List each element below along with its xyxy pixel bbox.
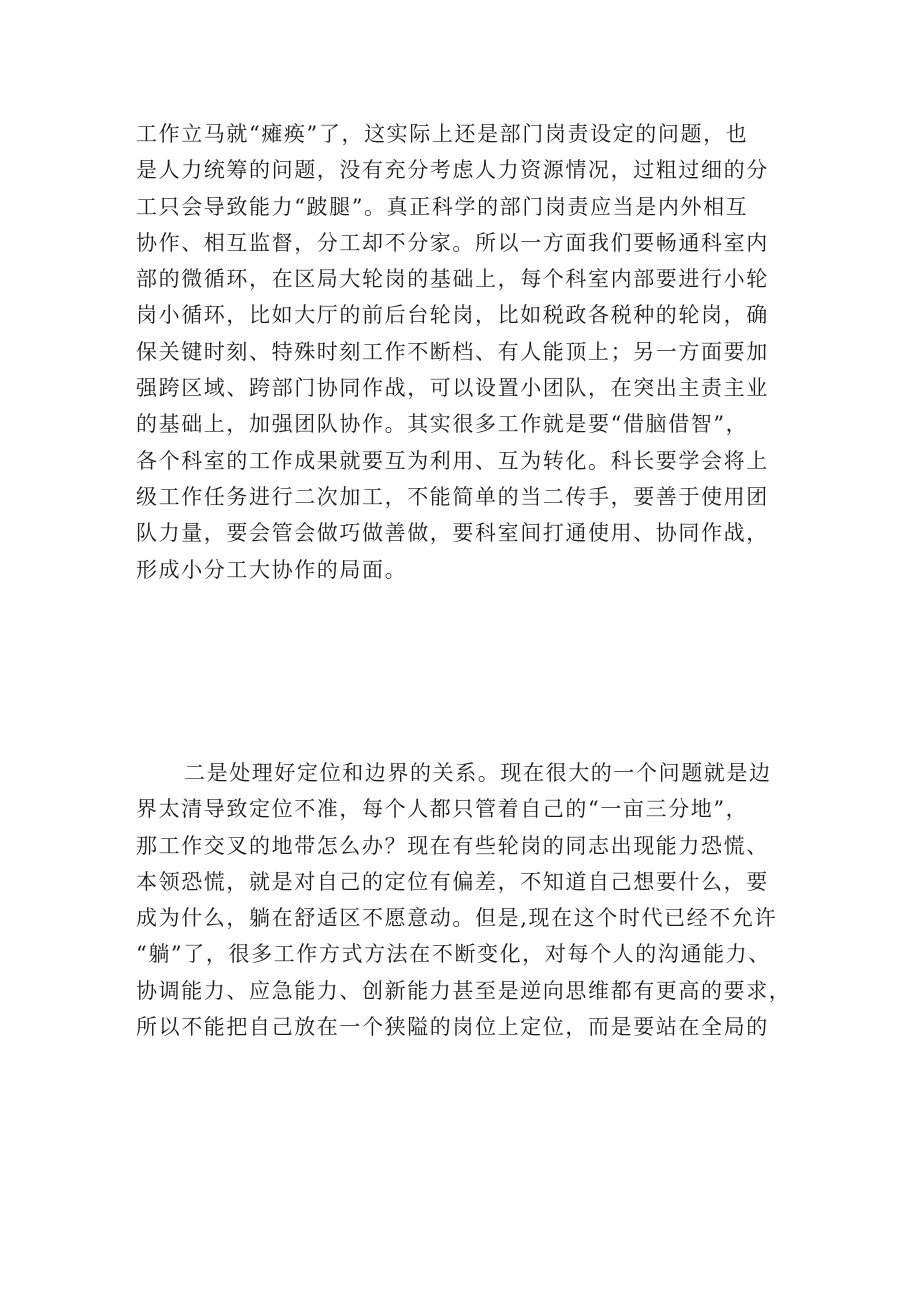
text-line: 的基础上，加强团队协作。其实很多工作就是要“借脑借智”，: [136, 412, 749, 437]
text-line: 岗小循环，比如大厅的前后台轮岗，比如税政各税种的轮岗，确: [136, 303, 769, 328]
text-line: 二是处理好定位和边界的关系。现在很大的一个问题就是边: [184, 761, 772, 785]
text-line: 那工作交叉的地带怎么办？现在有些轮岗的同志出现能力恐慌、: [136, 833, 769, 858]
text-line: 形成小分工大协作的局面。: [136, 557, 408, 582]
text-line: 成为什么，躺在舒适区不愿意动。但是,现在这个时代已经不允许: [136, 906, 778, 931]
text-line: 所以不能把自己放在一个狭隘的岗位上定位，而是要站在全局的: [136, 1015, 769, 1040]
text-line: 队力量，要会管会做巧做善做，要科室间打通使用、协同作战，: [136, 521, 769, 546]
text-line: 界太清导致定位不准，每个人都只管着自己的“一亩三分地”，: [136, 797, 749, 822]
text-line: 部的微循环，在区局大轮岗的基础上，每个科室内部要进行小轮: [136, 267, 769, 292]
text-line: 协作、相互监督，分工却不分家。所以一方面我们要畅通科室内: [136, 230, 769, 255]
text-line: 本领恐慌，就是对自己的定位有偏差，不知道自己想要什么，要: [136, 869, 769, 894]
text-line: 强跨区域、跨部门协同作战，可以设置小团队，在突出主责主业: [136, 376, 769, 401]
text-line: 保关键时刻、特殊时刻工作不断档、有人能顶上；另一方面要加: [136, 339, 769, 364]
paragraph-2: [136, 755, 800, 1045]
text-line: 是人力统筹的问题，没有充分考虑人力资源情况，过粗过细的分: [136, 158, 769, 183]
text-line: “躺”了，很多工作方式方法在不断变化，对每个人的沟通能力、: [136, 942, 771, 967]
text-line: 工作立马就“瘫痪”了，这实际上还是部门岗责设定的问题，也: [136, 122, 749, 146]
text-line: 工只会导致能力“跛腿”。真正科学的部门岗责应当是内外相互: [136, 194, 749, 219]
text-line: 协调能力、应急能力、创新能力甚至是逆向思维都有更高的要求，: [136, 978, 792, 1003]
paragraph-1: [136, 116, 800, 588]
text-line: 级工作任务进行二次加工，不能简单的当二传手，要善于使用团: [136, 484, 769, 509]
text-line: 各个科室的工作成果就要互为利用、互为转化。科长要学会将上: [136, 448, 769, 473]
